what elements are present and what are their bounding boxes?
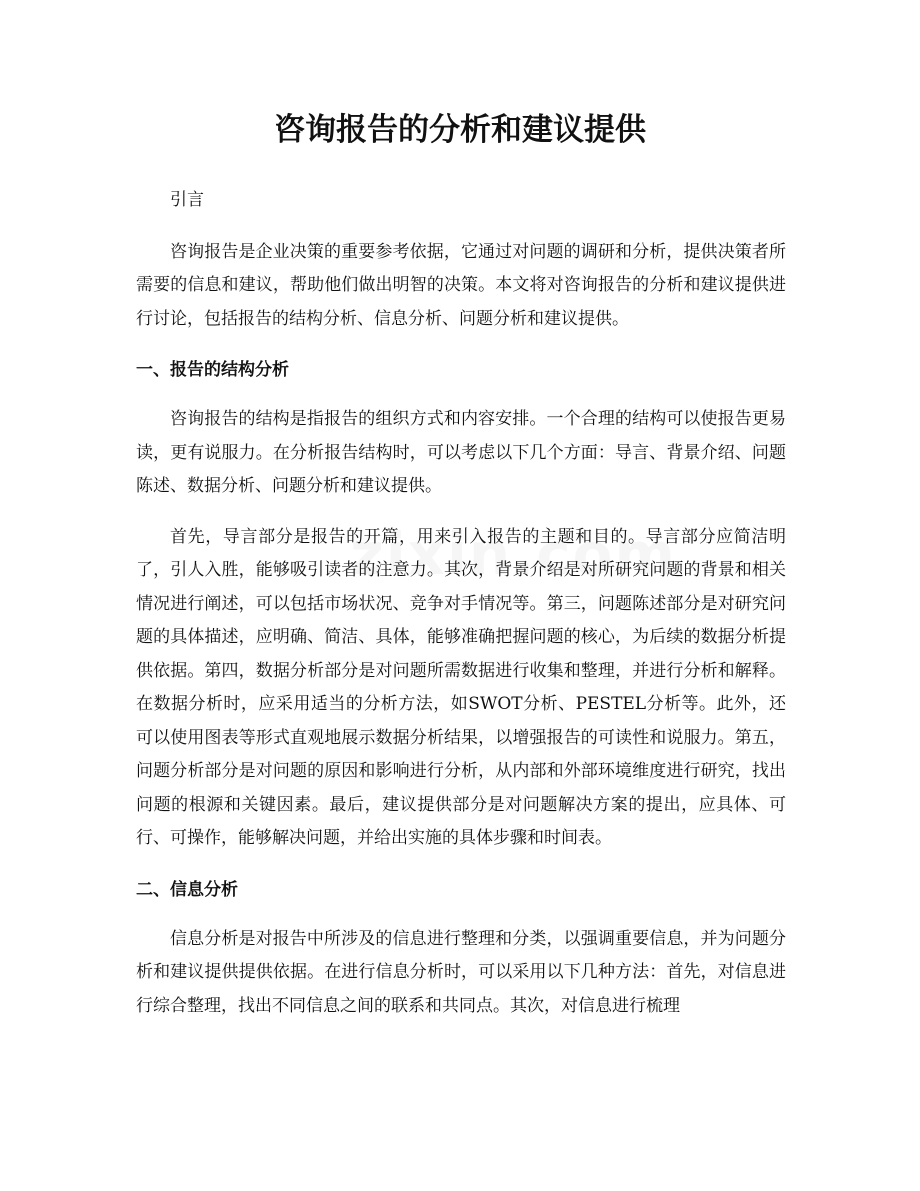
document-title: 咨询报告的分析和建议提供: [274, 112, 646, 148]
section-information-analysis: [136, 873, 786, 1024]
section-heading: 一、报告的结构分析: [136, 360, 289, 380]
section-heading: 二、信息分析: [136, 879, 238, 900]
intro-label: 引言: [170, 190, 204, 210]
intro-paragraph: 咨询报告是企业决策的重要参考依据，它通过对问题的调研和分析，提供决策者所需要的信息和建议，帮助他们做出明智的决策。本文将对咨询报告的分析和建议提供进行讨论，包括报告的结构分析、信息分析、问题分析和建议提供。: [136, 241, 786, 329]
document-body: [136, 184, 786, 1040]
section-paragraph: 信息分析是对报告中所涉及的信息进行整理和分类，以强调重要信息，并为问题分析和建议提供提供依据。在进行信息分析时，可以采用以下几种方法：首先，对信息进行综合整理，找出不同信息之间的联系和共同点。其次，对信息进行梳理: [136, 928, 786, 1016]
section-structure-analysis: [136, 353, 786, 856]
section-paragraph: 首先，导言部分是报告的开篇，用来引入报告的主题和目的。导言部分应简洁明了，引人入胜，能够吸引读者的注意力。其次，背景介绍是对所研究问题的背景和相关情况进行阐述，可以包括市场状况、竞争对手情况等。第三，问题陈述部分是对研究问题的具体描述，应明确、简洁、具体，能够准确把握问题的核心，为后续的数据分析提供依据。第四，数据分析部分是对问题所需数据进行收集和整理，并进行分析和解释。在数据分析时，应采用适当的分析方法，如SWOT分析、PESTEL分析等。此外，还可以使用图表等形式直观地展示数据分析结果，以增强报告的可读性和说服力。第五，问题分析部分是对问题的原因和影响进行分析，从内部和外部环境维度进行研究，找出问题的根源和关键因素。最后，建议提供部分是对问题解决方案的提出，应具体、可行、可操作，能够解决问题，并给出实施的具体步骤和时间表。: [136, 526, 786, 848]
section-paragraph: 咨询报告的结构是指报告的组织方式和内容安排。一个合理的结构可以使报告更易读，更有说服力。在分析报告结构时，可以考虑以下几个方面：导言、背景介绍、问题陈述、数据分析、问题分析和建议提供。: [136, 409, 786, 496]
